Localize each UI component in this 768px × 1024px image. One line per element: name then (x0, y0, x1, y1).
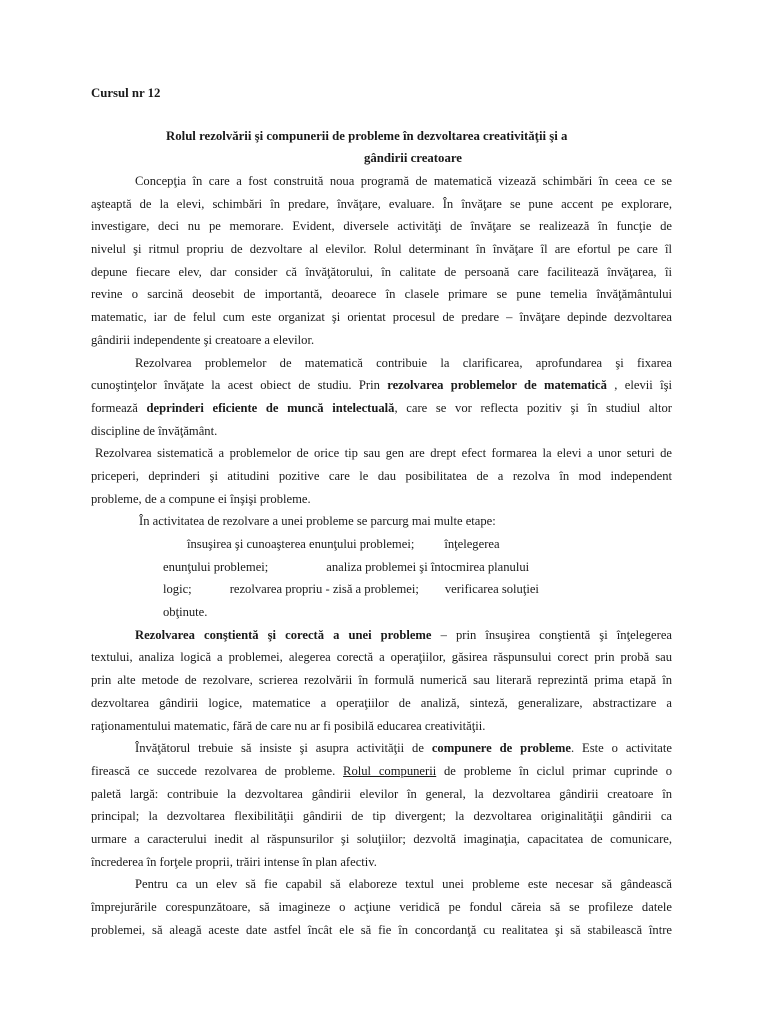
bold-phrase: rezolvarea problemelor de matematică (387, 378, 607, 393)
text-line: matematic, iar de felul cum este organizat şi orientat procesul de predare – învăţare depinde dezvoltarea (91, 310, 672, 325)
text-line: Rezolvarea problemelor de matematică contribuie la clarificarea, aprofundarea şi fixarea (135, 355, 672, 370)
text-line: raţionamentului matematic, fără de care nu ar fi posibilă educarea creativităţii. (91, 718, 486, 733)
text-line: discipline de învăţământ. (91, 423, 218, 438)
title-line-2: gândirii creatoare (364, 151, 462, 165)
bold-phrase: compunere de probleme (431, 741, 571, 756)
text-line: problemei, să aleagă aceste date astfel încât ele să fie în concordanţă cu realitatea şi să stabilească între (91, 922, 672, 937)
text-run: formează (91, 400, 147, 415)
bold-phrase: Rezolvarea conştientă şi corectă a unei probleme (135, 627, 432, 642)
text-line: dezvoltarea gândirii logice, matematice a operaţiilor de analiză, sinteză, generalizare, abstractizare a (91, 695, 672, 710)
text-line: încrederea în forţele proprii, trăiri intense în plan afectiv. (91, 854, 377, 869)
stage-item: verificarea soluţiei (444, 582, 539, 597)
stages-line (91, 578, 672, 601)
text-line (91, 624, 672, 647)
stage-item: logic; (163, 582, 192, 597)
title-line-1: Rolul rezolvării şi compunerii de probleme în dezvoltarea creativităţii şi a (166, 129, 568, 143)
text-line: paletă largă: contribuie la dezvoltarea gândirii elevilor în general, la dezvoltarea gândirii creatoare în (91, 786, 672, 801)
text-line: Rezolvarea sistematică a problemelor de orice tip sau gen are drept efect formarea la elevi a unor seturi de (95, 446, 672, 461)
text-line: investigare, deci nu pe memorare. Evident, diversele activităţi de învăţare se realizează în funcţie de (91, 219, 672, 234)
text-run: , care se vor reflecta pozitiv şi în studiul altor (394, 400, 672, 415)
text-line: gândirii independente şi creatoare a elevilor. (91, 332, 315, 347)
text-line: textului, analiza logică a problemei, alegerea corectă a operaţiilor, găsirea răspunsului corect prin probă sau (91, 650, 672, 665)
text-line (91, 760, 672, 783)
text-run: . Este o activitate (571, 741, 672, 756)
stages-line (91, 601, 672, 624)
text-line: principal; la dezvoltarea flexibilităţii gândirii de tip divergent; la dezvoltarea originalităţii gândirii ca (91, 809, 672, 824)
document-body (91, 170, 672, 941)
text-line: În activitatea de rezolvare a unei probleme se parcurg mai multe etape: (139, 514, 496, 529)
text-run: firească ce succede rezolvarea de probleme. (91, 763, 344, 778)
text-run: – prin însuşirea conştientă şi înţelegerea (431, 627, 672, 642)
course-number: Cursul nr 12 (91, 86, 161, 100)
stage-item: rezolvarea propriu - zisă a problemei; (229, 582, 419, 597)
text-line: depune fiecare elev, dar consider că învăţătorului, în calitate de persoană care facilitează învăţarea, îi (91, 264, 672, 279)
text-line: împrejurările corespunzătoare, să imagineze o acţiune veridică pe fondul căreia să se profileze datele (91, 900, 672, 914)
text-run: Învăţătorul trebuie să insiste şi asupra activităţii de (135, 741, 432, 756)
text-line: priceperi, deprinderi şi atitudini pozitive care le dau posibilitatea de a rezolva în mod independent (91, 468, 672, 483)
stage-item: înţelegerea (444, 537, 500, 551)
text-line: Concepţia în care a fost construită noua programă de matematică vizează schimbări în ceea ce se (135, 174, 672, 188)
stage-item: însuşirea şi cunoaşterea enunţului problemei; (187, 537, 415, 551)
text-line: urmare a caracterului inedit al răspunsurilor şi soluţiilor; dezvoltă imaginaţia, capacitatea de comunicare, (91, 831, 672, 846)
text-line: nivelul şi ritmul propriu de dezvoltare al elevilor. Rolul determinant în învăţare îl are efortul pe care îl (91, 242, 672, 257)
text-line: Pentru ca un elev să fie capabil să elaboreze textul unei probleme este necesar să gândească (135, 877, 672, 892)
stage-item: enunţului problemei; (163, 559, 269, 574)
stages-line (91, 556, 672, 579)
stage-item: analiza problemei şi întocmirea planului (326, 559, 530, 574)
text-line (91, 397, 672, 420)
text-run: de probleme în ciclul primar cuprinde o (436, 763, 672, 778)
text-line (91, 737, 672, 760)
text-line: revine o sarcină deosebit de importantă, deoarece în clasele primare se pune temelia învăţământului (91, 287, 672, 302)
text-line: prin alte metode de rezolvare, scrierea rezolvării în formulă numerică sau literară reprezintă prima etapă în (91, 673, 672, 688)
text-line: probleme, de a compune ei înşişi probleme. (91, 491, 311, 506)
text-line: aşteaptă de la elevi, schimbări în predare, învăţare, evaluare. În învăţare se pune accent pe explorare, (91, 196, 672, 211)
underlined-phrase: Rolul compunerii (343, 763, 437, 778)
text-run: , elevii îşi (606, 378, 672, 393)
text-line (91, 374, 672, 397)
stages-line (91, 533, 672, 556)
text-run: cunoştinţelor învăţate la acest obiect de studiu. Prin (91, 378, 388, 393)
stage-item: obţinute. (163, 605, 208, 620)
bold-phrase: deprinderi eficiente de muncă intelectuală (146, 400, 395, 415)
